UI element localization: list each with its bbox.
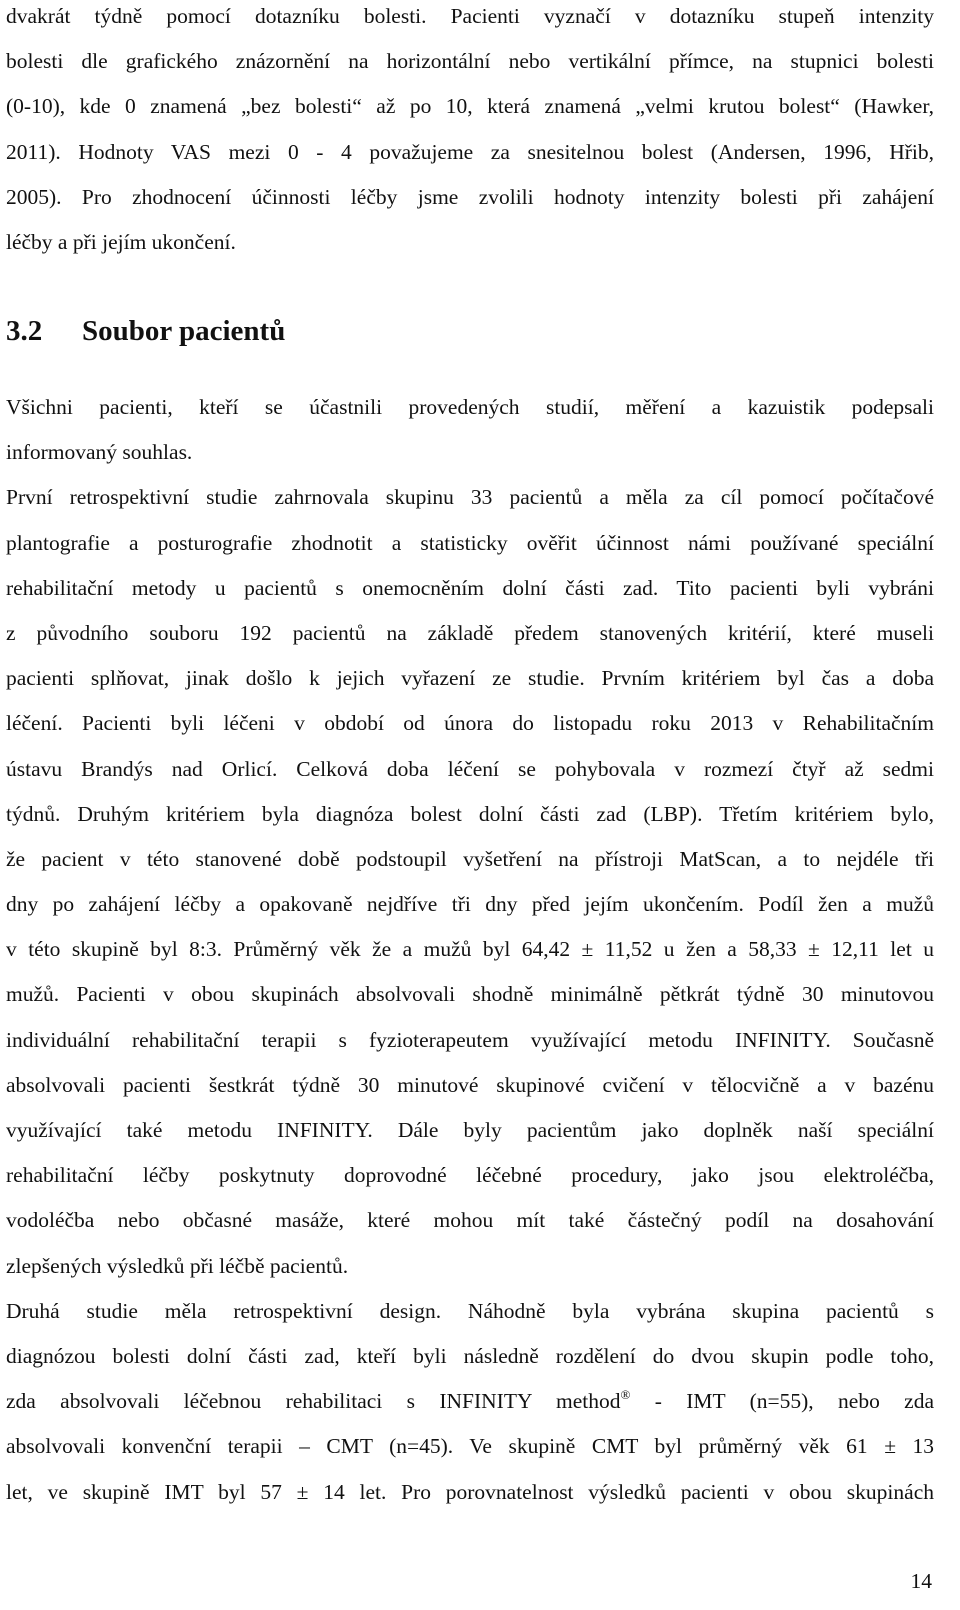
text-line: v této skupině byl 8:3. Průměrný věk že a mužů byl 64,42 ± 11,52 u žen a 58,33 ± 12,11 let u: [6, 937, 934, 962]
text-line: léčby a při jejím ukončení.: [6, 229, 236, 254]
text-line-start: zda absolvovali léčebnou rehabilitaci s INFINITY method: [6, 1389, 621, 1414]
text-line: dny po zahájení léčby a opakovaně nejdříve tři dny před jejím ukončením. Podíl žen a mužů: [6, 892, 934, 917]
text-line: vodoléčba nebo občasné masáže, které mohou mít také částečný podíl na dosahování: [6, 1208, 934, 1233]
text-line-end: - IMT (n=55), nebo zda: [630, 1389, 934, 1414]
text-line: z původního souboru 192 pacientů na základě předem stanovených kritérií, které museli: [6, 620, 934, 645]
text-line: (0-10), kde 0 znamená „bez bolesti“ až po 10, která znamená „velmi krutou bolest“ (Hawker,: [6, 94, 934, 119]
text-line: individuální rehabilitační terapii s fyzioterapeutem využívající metodu INFINITY. Současně: [6, 1027, 934, 1052]
text-line: plantografie a posturografie zhodnotit a statisticky ověřit účinnost námi používané speciální: [6, 530, 934, 555]
section-title: Soubor pacientů: [82, 315, 286, 347]
text-line: týdnů. Druhým kritériem byla diagnóza bolest dolní části zad (LBP). Třetím kritériem bylo,: [6, 801, 934, 826]
text-line: Všichni pacienti, kteří se účastnili provedených studií, měření a kazuistik podepsali: [6, 395, 934, 419]
text-line: že pacient v této stanovené době podstoupil vyšetření na přístroji MatScan, a to nejdéle tři: [6, 846, 934, 871]
body-text: [6, 385, 934, 1515]
registered-mark: ®: [620, 1387, 631, 1403]
text-line: využívající také metodu INFINITY. Dále byly pacientům jako doplněk naší speciální: [6, 1118, 934, 1142]
text-line: mužů. Pacienti v obou skupinách absolvovali shodně minimálně pětkrát týdně 30 minutovou: [6, 982, 934, 1007]
text-line: dvakrát týdně pomocí dotazníku bolesti. Pacienti vyznačí v dotazníku stupeň intenzity: [6, 4, 934, 28]
text-line: 2011). Hodnoty VAS mezi 0 - 4 považujeme za snesitelnou bolest (Andersen, 1996, Hřib,: [6, 139, 934, 164]
text-line: [6, 1379, 934, 1424]
text-line: Druhá studie měla retrospektivní design. Náhodně byla vybrána skupina pacientů s: [6, 1298, 934, 1323]
text-line: bolesti dle grafického znázornění na horizontální nebo vertikální přímce, na stupnici bolesti: [6, 49, 934, 74]
text-line: rehabilitační léčby poskytnuty doprovodné léčebné procedury, jako jsou elektroléčba,: [6, 1163, 934, 1188]
text-line: zlepšených výsledků při léčbě pacientů.: [6, 1253, 349, 1278]
text-line: absolvovali pacienti šestkrát týdně 30 minutové skupinové cvičení v tělocvičně a v bazénu: [6, 1072, 934, 1097]
text-line: rehabilitační metody u pacientů s onemocněním dolní části zad. Tito pacienti byli vybráni: [6, 575, 934, 600]
text-line: léčení. Pacienti byli léčeni v období od února do listopadu roku 2013 v Rehabilitačním: [6, 711, 934, 736]
section-heading: [6, 313, 285, 349]
text-line: informovaný souhlas.: [6, 440, 193, 465]
section-number: 3.2: [6, 315, 43, 347]
text-line: ústavu Brandýs nad Orlicí. Celková doba léčení se pohybovala v rozmezí čtyř až sedmi: [6, 756, 934, 781]
page-number: 14: [910, 1569, 932, 1593]
text-line: pacienti splňovat, jinak došlo k jejich vyřazení ze studie. Prvním kritériem byl čas a doba: [6, 666, 934, 691]
text-line: 2005). Pro zhodnocení účinnosti léčby jsme zvolili hodnoty intenzity bolesti při zahájení: [6, 184, 934, 209]
text-line: První retrospektivní studie zahrnovala skupinu 33 pacientů a měla za cíl pomocí počítačové: [6, 485, 934, 510]
text-line: let, ve skupině IMT byl 57 ± 14 let. Pro porovnatelnost výsledků pacienti v obou skupinách: [6, 1479, 934, 1504]
intro-paragraph: [6, 0, 934, 265]
text-line: diagnózou bolesti dolní části zad, kteří byli následně rozdělení do dvou skupin podle toho,: [6, 1343, 934, 1368]
text-line: absolvovali konvenční terapii – CMT (n=45). Ve skupině CMT byl průměrný věk 61 ± 13: [6, 1434, 934, 1459]
